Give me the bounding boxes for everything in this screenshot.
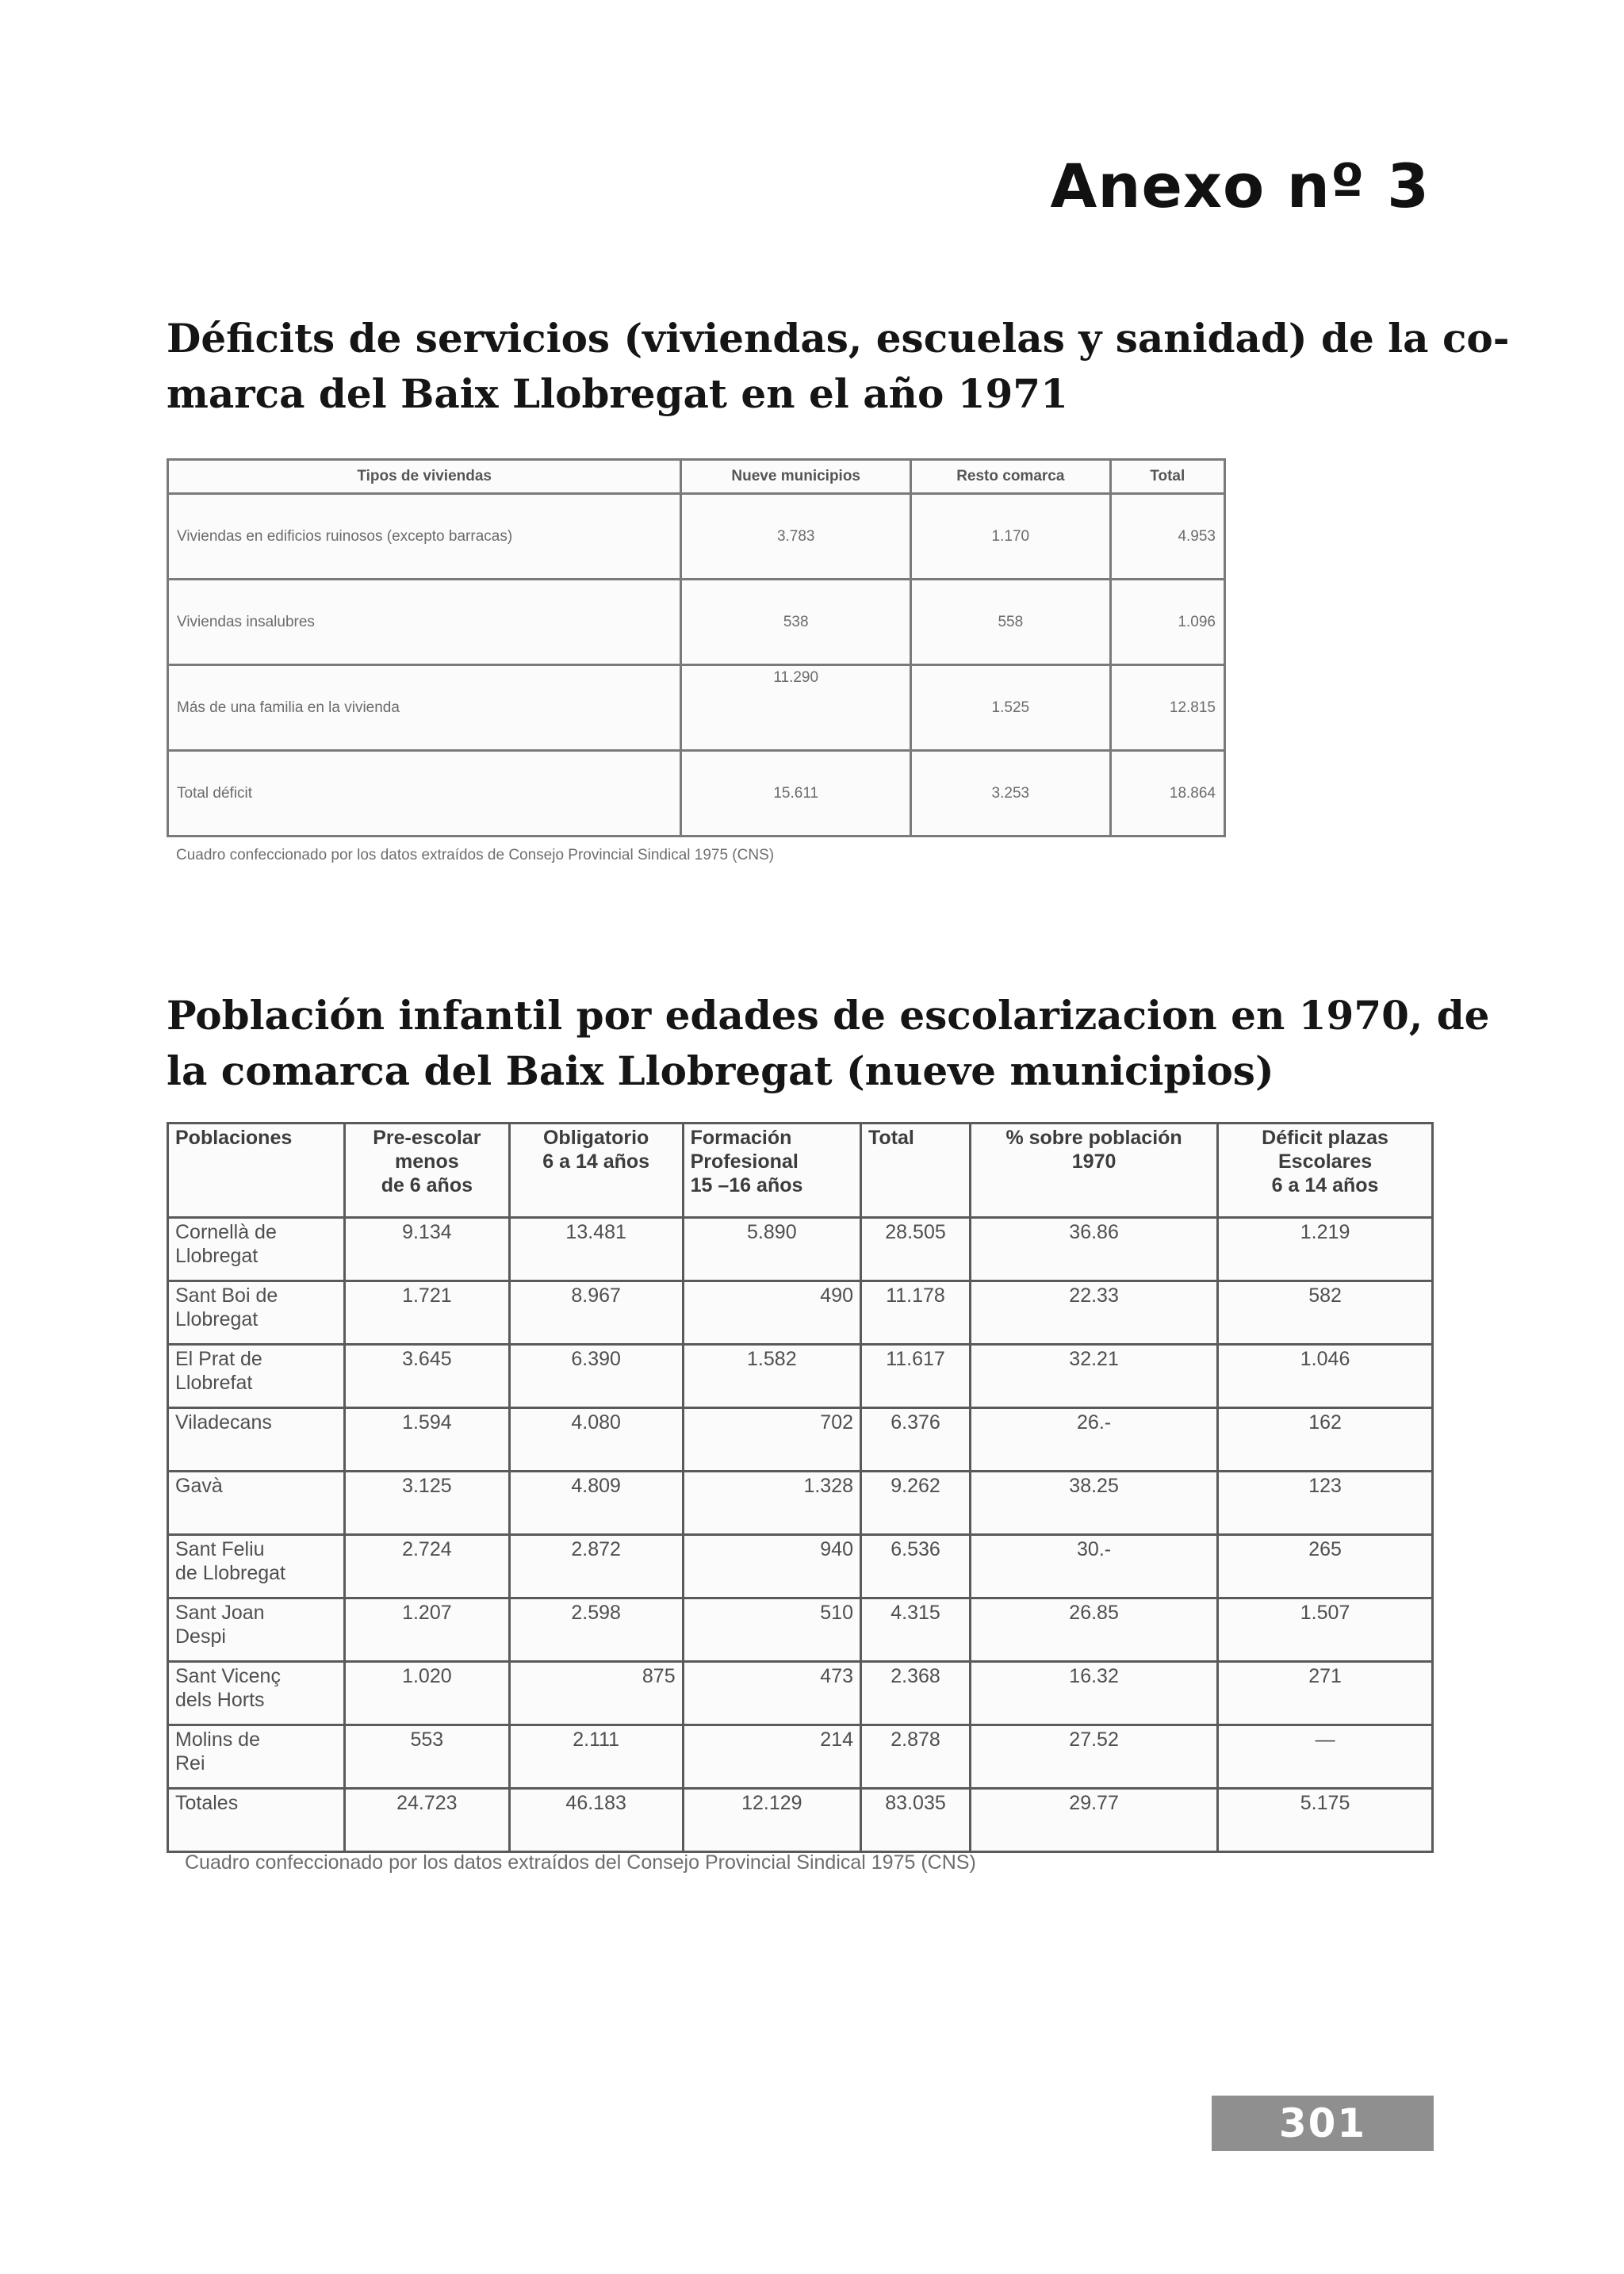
town-line: Sant Feliu: [175, 1538, 265, 1560]
town-cell: [168, 1789, 345, 1852]
table-cell: 123: [1218, 1472, 1433, 1535]
town-line: dels Horts: [175, 1689, 265, 1711]
housing-deficit-table: [167, 458, 1226, 837]
table-cell: 2.598: [509, 1598, 683, 1662]
table-cell: 2.872: [509, 1535, 683, 1598]
table-cell: 1.328: [683, 1472, 860, 1535]
table-cell: 473: [683, 1662, 860, 1725]
column-header: [345, 1124, 510, 1218]
table-cell: 5.175: [1218, 1789, 1433, 1852]
town-line: Rei: [175, 1752, 205, 1774]
header-line: Escolares: [1277, 1150, 1373, 1173]
table-cell: 3.125: [345, 1472, 510, 1535]
town-line: Sant Joan: [175, 1602, 265, 1624]
town-line: Gavà: [175, 1475, 223, 1497]
header-line: % sobre población: [1005, 1127, 1182, 1149]
header-line: de 6 años: [381, 1174, 473, 1196]
table-cell: 15.611: [681, 751, 911, 836]
header-line: Formación: [690, 1127, 792, 1149]
table-cell: 30.-: [971, 1535, 1218, 1598]
town-cell: [168, 1535, 345, 1598]
table-cell: 5.890: [683, 1218, 860, 1281]
header-line: 1970: [1071, 1150, 1116, 1173]
table-cell: 4.953: [1110, 494, 1224, 580]
header-line: Pre-escolar: [373, 1127, 481, 1149]
table-cell: 553: [345, 1725, 510, 1789]
table-cell: 11.617: [861, 1345, 971, 1408]
column-header: [971, 1124, 1218, 1218]
town-cell: [168, 1281, 345, 1345]
table-cell: 1.096: [1110, 580, 1224, 665]
town-line: Cornellà de: [175, 1221, 277, 1243]
table-cell: [681, 665, 911, 751]
table-cell: 1.219: [1218, 1218, 1433, 1281]
column-header: Nueve municipios: [681, 460, 911, 494]
table-cell: 510: [683, 1598, 860, 1662]
table-cell: 2.111: [509, 1725, 683, 1789]
section-2-heading: [167, 988, 1490, 1099]
table-row: [168, 1281, 1433, 1345]
town-line: de Llobregat: [175, 1562, 286, 1584]
section-1-heading-line-2: marca del Baix Llobregat en el año 1971: [167, 370, 1068, 417]
town-cell: [168, 1218, 345, 1281]
header-line: Déficit plazas: [1262, 1127, 1388, 1149]
header-line: 6 a 14 años: [542, 1150, 650, 1173]
header-line: 15 –16 años: [690, 1174, 803, 1196]
table-row: [168, 1598, 1433, 1662]
table-row: [168, 1725, 1433, 1789]
column-header: [861, 1124, 971, 1218]
town-cell: [168, 1598, 345, 1662]
table-cell: 582: [1218, 1281, 1433, 1345]
table-cell: 9.134: [345, 1218, 510, 1281]
table-cell: 558: [911, 580, 1110, 665]
section-1-heading-line-1: Déficits de servicios (viviendas, escuelas y sanidad) de la co-: [167, 315, 1510, 362]
table-row: [168, 751, 1225, 836]
row-label: Viviendas insalubres: [168, 580, 681, 665]
table-cell: 22.33: [971, 1281, 1218, 1345]
table-cell: 18.864: [1110, 751, 1224, 836]
table-cell: 1.207: [345, 1598, 510, 1662]
town-line: Llobrefat: [175, 1372, 253, 1394]
table-row: [168, 580, 1225, 665]
cell-value: 11.290: [773, 669, 819, 686]
header-line: 6 a 14 años: [1271, 1174, 1379, 1196]
table-cell: 3.253: [911, 751, 1110, 836]
table-cell: 26.85: [971, 1598, 1218, 1662]
table-2-source-note: Cuadro confeccionado por los datos extraídos del Consejo Provincial Sindical 1975 (CNS): [185, 1851, 976, 1874]
table-row: [168, 1472, 1433, 1535]
table-row: [168, 494, 1225, 580]
town-line: Viladecans: [175, 1411, 272, 1434]
table-cell: 27.52: [971, 1725, 1218, 1789]
table-cell: 16.32: [971, 1662, 1218, 1725]
table-cell: 2.724: [345, 1535, 510, 1598]
table-cell: 265: [1218, 1535, 1433, 1598]
table-cell: 11.178: [861, 1281, 971, 1345]
table-cell: 2.368: [861, 1662, 971, 1725]
table-cell: 1.170: [911, 494, 1110, 580]
table-cell: 32.21: [971, 1345, 1218, 1408]
column-header: Resto comarca: [911, 460, 1110, 494]
town-line: El Prat de: [175, 1348, 262, 1370]
table-cell: 6.390: [509, 1345, 683, 1408]
table-cell: 4.080: [509, 1408, 683, 1472]
table-cell: 36.86: [971, 1218, 1218, 1281]
table-cell: 9.262: [861, 1472, 971, 1535]
table-cell: 1.582: [683, 1345, 860, 1408]
table-cell: 2.878: [861, 1725, 971, 1789]
table-row: [168, 1345, 1433, 1408]
table-cell: —: [1218, 1725, 1433, 1789]
row-label: Viviendas en edificios ruinosos (excepto barracas): [168, 494, 681, 580]
page-number: 301: [1212, 2096, 1434, 2151]
column-header: [509, 1124, 683, 1218]
table-cell: 83.035: [861, 1789, 971, 1852]
table-cell: 162: [1218, 1408, 1433, 1472]
header-line: Obligatorio: [542, 1127, 649, 1149]
table-cell: 6.536: [861, 1535, 971, 1598]
table-row-totals: [168, 1789, 1433, 1852]
town-cell: [168, 1472, 345, 1535]
table-cell: 46.183: [509, 1789, 683, 1852]
table-cell: 12.815: [1110, 665, 1224, 751]
table-cell: 3.645: [345, 1345, 510, 1408]
table-cell: 875: [509, 1662, 683, 1725]
town-cell: [168, 1725, 345, 1789]
table-cell: 940: [683, 1535, 860, 1598]
town-line: Despi: [175, 1625, 226, 1648]
table-cell: 3.783: [681, 494, 911, 580]
annex-title: Anexo nº 3: [1050, 151, 1430, 221]
town-cell: [168, 1662, 345, 1725]
table-cell: 1.046: [1218, 1345, 1433, 1408]
child-population-table: [167, 1122, 1434, 1853]
table-cell: 8.967: [509, 1281, 683, 1345]
table-cell: 4.809: [509, 1472, 683, 1535]
table-1-source-note: Cuadro confeccionado por los datos extraídos de Consejo Provincial Sindical 1975 (CNS): [176, 847, 775, 863]
header-line: Profesional: [690, 1150, 799, 1173]
column-header: Tipos de viviendas: [168, 460, 681, 494]
row-label: Más de una familia en la vivienda: [168, 665, 681, 751]
column-header: [1218, 1124, 1433, 1218]
table-cell: 4.315: [861, 1598, 971, 1662]
town-cell: [168, 1408, 345, 1472]
town-line: Sant Vicenç: [175, 1665, 281, 1687]
table-cell: 1.594: [345, 1408, 510, 1472]
table-cell: 6.376: [861, 1408, 971, 1472]
town-line: Llobregat: [175, 1245, 259, 1267]
column-header: [683, 1124, 860, 1218]
table-cell: 271: [1218, 1662, 1433, 1725]
table-row: [168, 1535, 1433, 1598]
table-cell: 214: [683, 1725, 860, 1789]
town-line: Sant Boi de: [175, 1284, 278, 1307]
table-header-row: [168, 1124, 1433, 1218]
table-cell: 12.129: [683, 1789, 860, 1852]
row-label: Total déficit: [168, 751, 681, 836]
table-cell: 29.77: [971, 1789, 1218, 1852]
section-1-heading: [167, 311, 1510, 422]
town-cell: [168, 1345, 345, 1408]
table-cell: 538: [681, 580, 911, 665]
section-2-heading-line-1: Población infantil por edades de escolarizacion en 1970, de: [167, 992, 1490, 1039]
header-line: Total: [868, 1127, 914, 1149]
column-header: [168, 1124, 345, 1218]
table-cell: 26.-: [971, 1408, 1218, 1472]
table-cell: 13.481: [509, 1218, 683, 1281]
table-row: [168, 1218, 1433, 1281]
header-line: Poblaciones: [175, 1127, 293, 1149]
table-cell: 702: [683, 1408, 860, 1472]
table-cell: 1.721: [345, 1281, 510, 1345]
table-cell: 28.505: [861, 1218, 971, 1281]
table-cell: 38.25: [971, 1472, 1218, 1535]
table-header-row: [168, 460, 1225, 494]
section-2-heading-line-2: la comarca del Baix Llobregat (nueve municipios): [167, 1047, 1274, 1094]
town-line: Molins de: [175, 1728, 260, 1751]
table-cell: 490: [683, 1281, 860, 1345]
table-cell: 24.723: [345, 1789, 510, 1852]
table-cell: 1.020: [345, 1662, 510, 1725]
town-line: Llobregat: [175, 1308, 259, 1330]
table-row: [168, 1408, 1433, 1472]
table-row: [168, 665, 1225, 751]
town-line: Totales: [175, 1792, 239, 1814]
table-cell: 1.507: [1218, 1598, 1433, 1662]
table-cell: 1.525: [911, 665, 1110, 751]
table-row: [168, 1662, 1433, 1725]
header-line: menos: [395, 1150, 459, 1173]
column-header: Total: [1110, 460, 1224, 494]
